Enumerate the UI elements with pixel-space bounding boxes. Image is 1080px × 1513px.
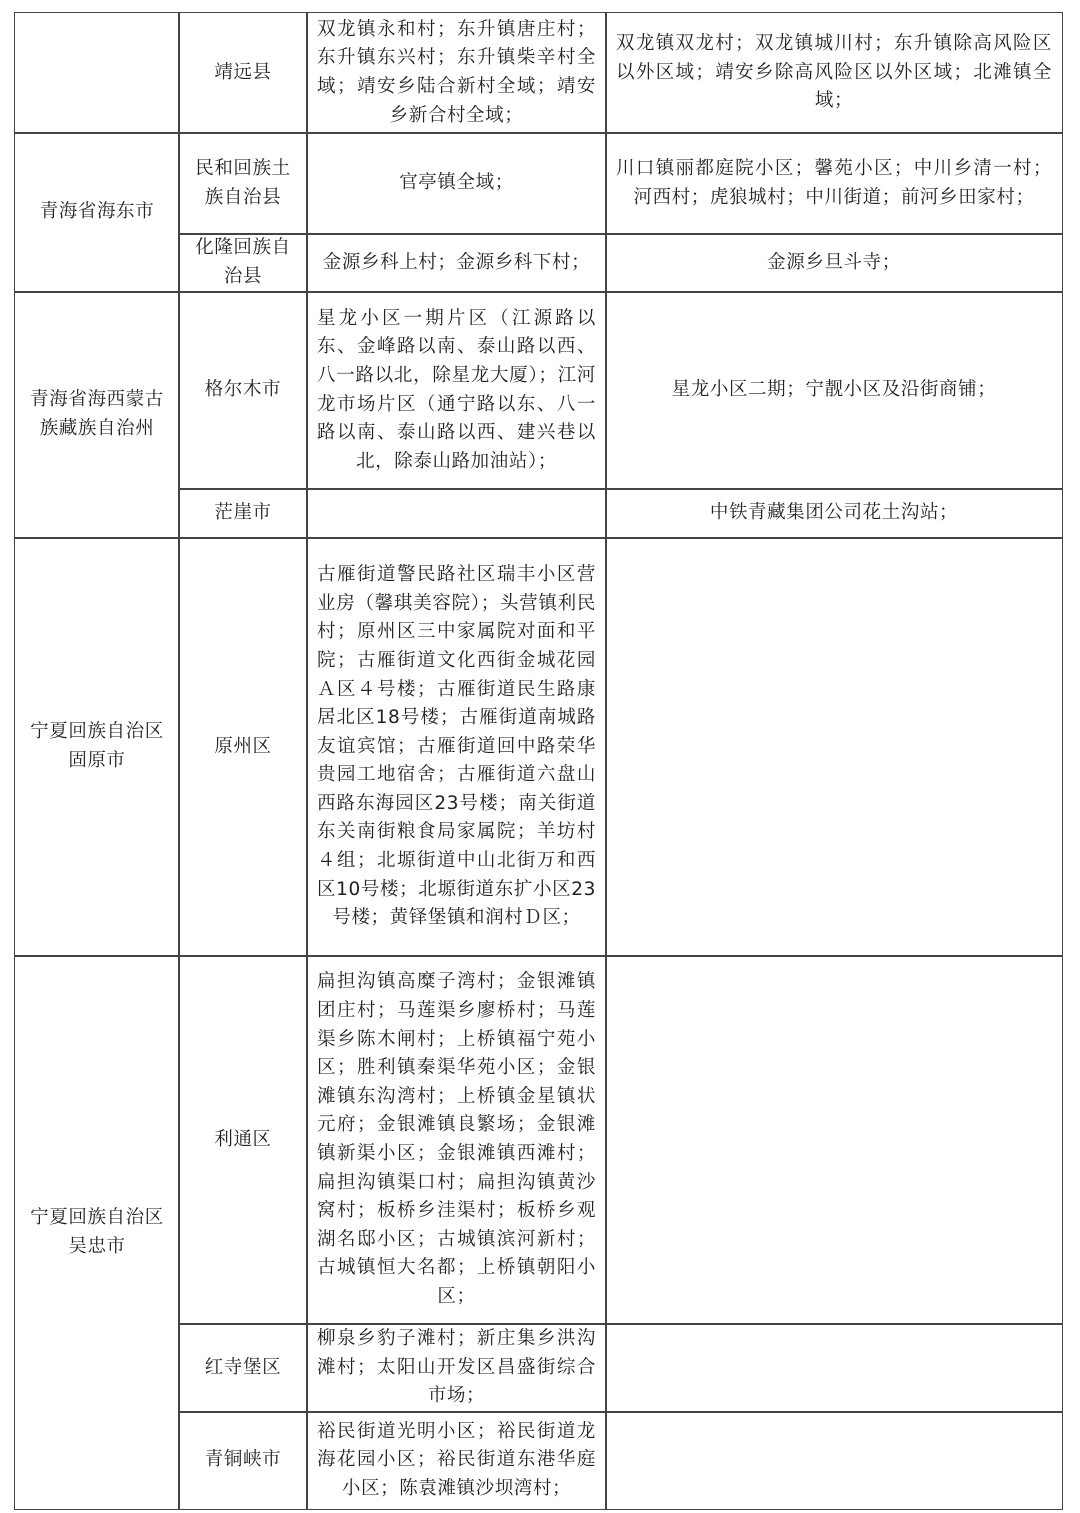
area-b-cell: 星龙小区二期；宁靓小区及沿街商铺； [605, 291, 1063, 490]
area-b-cell [605, 537, 1063, 957]
area-a-cell: 扁担沟镇高糜子湾村；金银滩镇团庄村；马莲渠乡廖桥村；马莲渠乡陈木闸村；上桥镇福宁苑小区；胜利镇秦渠华苑小区；金银滩镇东沟湾村；上桥镇金星镇状元府；金银滩镇良繁场；金银滩镇新渠小区；金银滩镇西滩村；扁担沟镇渠口村；扁担沟镇黄沙窝村；板桥乡洼渠村；板桥乡观湖名邸小区；古城镇滨河新村；古城镇恒大名都；上桥镇朝阳小区； [306, 955, 607, 1325]
county-cell: 茫崖市 [178, 488, 308, 539]
area-a-cell: 古雁街道警民路社区瑞丰小区营业房（馨琪美容院）；头营镇利民村；原州区三中家属院对面和平院；古雁街道文化西街金城花园Ａ区４号楼；古雁街道民生路康居北区18号楼；古雁街道南城路友谊宾馆；古雁街道回中路荣华贵园工地宿舍；古雁街道六盘山西路东海园区23号楼；南关街道东关南街粮食局家属院；羊坊村４组；北塬街道中山北街万和西区10号楼；北塬街道东扩小区23号楼；黄铎堡镇和润村Ｄ区； [306, 537, 607, 957]
region-cell [14, 12, 180, 134]
county-cell: 红寺堡区 [178, 1323, 308, 1413]
county-cell: 民和回族土族自治县 [178, 132, 308, 235]
area-b-cell: 中铁青藏集团公司花土沟站； [605, 488, 1063, 539]
area-b-cell: 双龙镇双龙村；双龙镇城川村；东升镇除高风险区以外区域；靖安乡除高风险区以外区域；北滩镇全域； [605, 12, 1063, 134]
area-a-cell: 星龙小区一期片区（江源路以东、金峰路以南、泰山路以西、八一路以北，除星龙大厦）；江河龙市场片区（通宁路以东、八一路以南、泰山路以西、建兴巷以北，除泰山路加油站）； [306, 291, 607, 490]
area-b-cell [605, 1411, 1063, 1510]
area-a-cell: 双龙镇永和村；东升镇唐庄村；东升镇东兴村；东升镇柴辛村全域；靖安乡陆合新村全域；靖安乡新合村全域； [306, 12, 607, 134]
area-a-cell: 裕民街道光明小区；裕民街道龙海花园小区；裕民街道东港华庭小区；陈袁滩镇沙坝湾村； [306, 1411, 607, 1510]
county-cell: 青铜峡市 [178, 1411, 308, 1510]
region-cell: 青海省海西蒙古族藏族自治州 [14, 291, 180, 539]
area-b-cell [605, 955, 1063, 1325]
area-b-cell [605, 1323, 1063, 1413]
county-cell: 格尔木市 [178, 291, 308, 490]
county-cell: 靖远县 [178, 12, 308, 134]
area-a-cell: 金源乡科上村；金源乡科下村； [306, 233, 607, 293]
area-b-cell: 川口镇丽都庭院小区；馨苑小区；中川乡清一村；河西村；虎狼城村；中川街道；前河乡田家村； [605, 132, 1063, 235]
county-cell: 利通区 [178, 955, 308, 1325]
region-cell: 青海省海东市 [14, 132, 180, 293]
area-a-cell: 官亭镇全域； [306, 132, 607, 235]
area-a-cell: 柳泉乡豹子滩村；新庄集乡洪沟滩村；太阳山开发区昌盛街综合市场； [306, 1323, 607, 1413]
region-cell: 宁夏回族自治区固原市 [14, 537, 180, 957]
county-cell: 化隆回族自治县 [178, 233, 308, 293]
county-cell: 原州区 [178, 537, 308, 957]
area-b-cell: 金源乡旦斗寺； [605, 233, 1063, 293]
region-cell: 宁夏回族自治区吴忠市 [14, 955, 180, 1510]
area-a-cell [306, 488, 607, 539]
